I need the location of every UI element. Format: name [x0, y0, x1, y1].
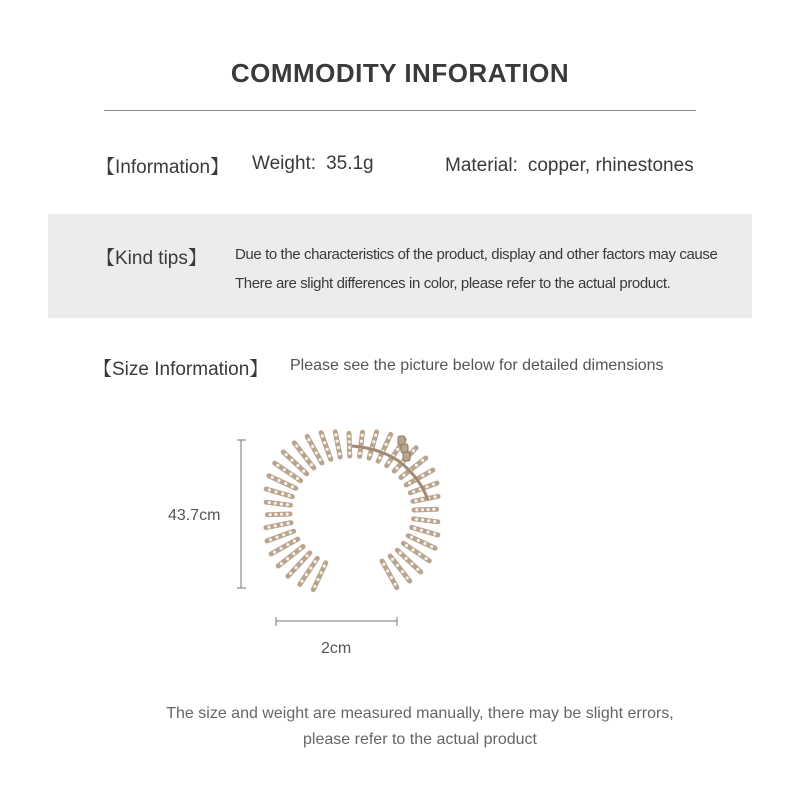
- rhinestone: [280, 562, 283, 565]
- necklace-image: [266, 432, 438, 590]
- rhinestone: [268, 501, 271, 504]
- rhinestone: [293, 539, 296, 542]
- rhinestone: [427, 508, 430, 511]
- rhinestone: [405, 544, 408, 547]
- rhinestone: [348, 440, 351, 443]
- rhinestone: [283, 468, 286, 471]
- rhinestone: [275, 536, 278, 539]
- size-information-label: 【Size Information】: [93, 359, 269, 380]
- rhinestone: [412, 548, 415, 551]
- rhinestone: [421, 459, 424, 462]
- footer-note-line-2: please refer to the actual product: [303, 731, 537, 748]
- rhinestone: [428, 470, 431, 473]
- footer-note-line-1: The size and weight are measured manually, there may be slight errors,: [166, 705, 674, 722]
- rhinestone: [433, 495, 436, 498]
- rhinestone: [336, 440, 339, 443]
- rhinestone: [315, 451, 318, 454]
- rhinestone: [425, 485, 428, 488]
- rhinestone: [423, 542, 426, 545]
- rhinestone: [309, 567, 312, 570]
- rhinestone: [430, 545, 433, 548]
- width-dimension-text: 2cm: [321, 640, 352, 657]
- rhinestone: [432, 508, 435, 511]
- rhinestone: [415, 464, 418, 467]
- rhinestone: [290, 459, 293, 462]
- rhinestone: [382, 563, 385, 566]
- information-label: 【Information】: [96, 157, 230, 178]
- rhinestone: [401, 570, 404, 573]
- rhinestone: [291, 485, 294, 488]
- page-title: COMMODITY INFORATION: [230, 58, 570, 88]
- rhinestone: [300, 451, 303, 454]
- rhinestone: [408, 481, 411, 484]
- rhinestone: [406, 576, 409, 579]
- rhinestone: [296, 477, 299, 480]
- kind-tips-line-2: There are slight differences in color, please refer to the actual product.: [235, 275, 671, 292]
- rhinestone: [418, 553, 421, 556]
- rhinestone: [421, 518, 424, 521]
- rhinestone: [295, 444, 298, 447]
- rhinestone: [358, 452, 361, 455]
- rhinestone: [348, 435, 351, 438]
- rhinestone: [276, 464, 279, 467]
- rhinestone: [399, 551, 402, 554]
- rhinestone: [289, 531, 292, 534]
- rhinestone: [388, 436, 391, 439]
- rhinestone: [396, 564, 399, 567]
- rhinestone: [307, 438, 310, 441]
- rhinestone: [282, 533, 285, 536]
- rhinestone: [274, 502, 277, 505]
- rhinestone: [415, 518, 418, 521]
- kind-tips-label: 【Kind tips】: [96, 248, 207, 269]
- rhinestone: [433, 520, 436, 523]
- rhinestone: [395, 467, 398, 470]
- rhinestone: [295, 566, 298, 569]
- rhinestone: [320, 571, 323, 574]
- rhinestone: [348, 446, 351, 449]
- rhinestone: [361, 434, 364, 437]
- rhinestone: [302, 470, 305, 473]
- weight-value: 35.1g: [326, 153, 374, 174]
- rhinestone: [274, 490, 277, 493]
- rhinestone: [284, 482, 287, 485]
- rhinestone: [300, 560, 303, 563]
- rhinestone: [393, 583, 396, 586]
- rhinestone: [426, 531, 429, 534]
- weight-label: Weight:: [252, 153, 317, 174]
- rhinestone: [286, 557, 289, 560]
- rhinestone: [281, 492, 284, 495]
- rhinestone: [319, 458, 322, 461]
- rhinestone: [410, 536, 413, 539]
- material-value: copper, rhinestones: [527, 155, 694, 176]
- rhinestone: [374, 434, 377, 437]
- kind-tips-line-1: Due to the characteristics of the product, display and other factors may cause: [235, 246, 718, 263]
- size-information-description: Please see the picture below for detailed dimensions: [290, 357, 664, 374]
- rhinestone: [277, 479, 280, 482]
- rhinestone: [316, 578, 319, 581]
- rhinestone: [405, 557, 408, 560]
- rhinestone: [416, 568, 419, 571]
- height-dimension-line: [237, 440, 246, 588]
- rhinestone: [305, 554, 308, 557]
- rhinestone: [420, 529, 423, 532]
- rhinestone: [286, 513, 289, 516]
- rhinestone: [292, 552, 295, 555]
- rhinestone: [421, 474, 424, 477]
- rhinestone: [421, 498, 424, 501]
- rhinestone: [384, 443, 387, 446]
- rhinestone: [337, 446, 340, 449]
- rhinestone: [326, 448, 329, 451]
- rhinestone: [433, 532, 436, 535]
- rhinestone: [391, 558, 394, 561]
- rhinestone: [305, 573, 308, 576]
- rhinestone-band: [266, 432, 438, 590]
- rhinestone: [280, 523, 283, 526]
- rhinestone: [280, 547, 283, 550]
- rhinestone: [328, 454, 331, 457]
- rhinestone: [311, 445, 314, 448]
- rhinestone: [280, 513, 283, 516]
- rhinestone: [432, 483, 435, 486]
- rhinestone: [412, 490, 415, 493]
- rhinestone: [402, 474, 405, 477]
- rhinestone: [269, 513, 272, 516]
- rhinestone: [288, 494, 291, 497]
- rhinestone: [286, 503, 289, 506]
- rhinestone: [300, 580, 303, 583]
- rhinestone: [413, 527, 416, 530]
- rhinestone: [289, 572, 292, 575]
- rhinestone: [421, 508, 424, 511]
- rhinestone: [271, 476, 274, 479]
- rhinestone: [338, 452, 341, 455]
- rhinestone: [387, 461, 390, 464]
- rhinestone: [360, 440, 363, 443]
- rhinestone: [310, 463, 313, 466]
- rhinestone: [314, 560, 317, 563]
- rhinestone: [280, 503, 283, 506]
- rhinestone: [274, 524, 277, 527]
- rhinestone: [396, 448, 399, 451]
- rhinestone: [378, 456, 381, 459]
- rhinestone: [412, 449, 415, 452]
- rhinestone: [285, 453, 288, 456]
- rhinestone: [414, 499, 417, 502]
- rhinestone: [305, 457, 308, 460]
- width-dimension-line: [276, 617, 397, 626]
- rhinestone: [425, 557, 428, 560]
- rhinestone: [334, 433, 337, 436]
- rhinestone: [410, 562, 413, 565]
- rhinestone: [268, 488, 271, 491]
- material-label: Material:: [445, 155, 518, 176]
- rhinestone: [321, 434, 324, 437]
- rhinestone: [427, 519, 430, 522]
- height-dimension-text: 43.7cm: [168, 507, 221, 524]
- rhinestone: [417, 539, 420, 542]
- rhinestone: [286, 522, 289, 525]
- rhinestone: [348, 452, 351, 455]
- rhinestone: [415, 508, 418, 511]
- rhinestone: [390, 576, 393, 579]
- rhinestone: [368, 453, 371, 456]
- rhinestone: [386, 569, 389, 572]
- rhinestone: [286, 543, 289, 546]
- rhinestone: [289, 473, 292, 476]
- rhinestone: [269, 538, 272, 541]
- rhinestone: [274, 513, 277, 516]
- rhinestone: [267, 525, 270, 528]
- rhinestone: [313, 585, 316, 588]
- rhinestone: [372, 440, 375, 443]
- rhinestone: [323, 441, 326, 444]
- rhinestone: [298, 547, 301, 550]
- rhinestone: [296, 464, 299, 467]
- rhinestone: [323, 565, 326, 568]
- rhinestone: [273, 551, 276, 554]
